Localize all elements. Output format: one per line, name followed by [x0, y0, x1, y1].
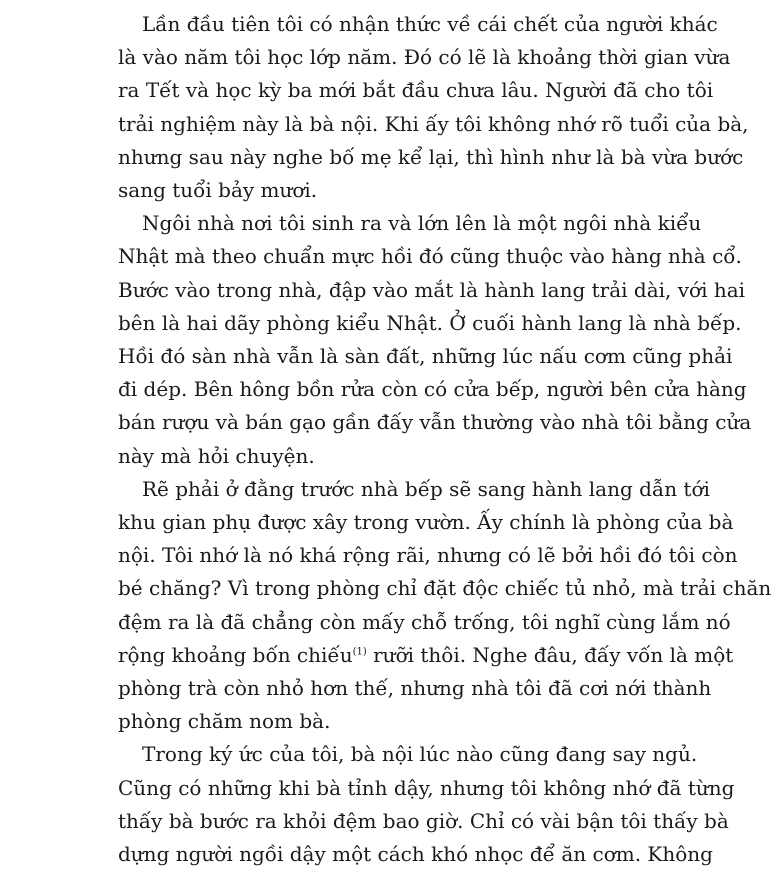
paragraph-1 [118, 8, 749, 207]
text-line-with-footnote [118, 639, 734, 672]
text-line: này mà hỏi chuyện. [118, 443, 315, 468]
footnote-marker: (1) [352, 646, 367, 658]
text-line: bé chăng? Vì trong phòng chỉ đặt độc chiếc tủ nhỏ, mà trải chăn [118, 576, 772, 601]
text-line: Hồi đó sàn nhà vẫn là sàn đất, những lúc nấu cơm cũng phải [118, 344, 733, 369]
text-line: Lần đầu tiên tôi có nhận thức về cái chết của người khác [142, 12, 718, 36]
text-line: Bước vào trong nhà, đập vào mắt là hành lang trải dài, với hai [118, 277, 746, 302]
book-page [118, 8, 772, 867]
paragraph-2 [118, 207, 752, 473]
text-line: nội. Tôi nhớ là nó khá rộng rãi, nhưng có lẽ bởi hồi đó tôi còn [118, 543, 738, 568]
text-line: trải nghiệm này là bà nội. Khi ấy tôi không nhớ rõ tuổi của bà, [118, 111, 749, 136]
text-line: ra Tết và học kỳ ba mới bắt đầu chưa lâu. Người đã cho tôi [118, 78, 714, 103]
text-segment: rưỡi thôi. Nghe đâu, đấy vốn là một [366, 642, 734, 667]
text-line: dựng người ngồi dậy một cách khó nhọc để ăn cơm. Không [118, 842, 713, 867]
text-line: đi dép. Bên hông bồn rửa còn có cửa bếp, người bên cửa hàng [118, 377, 747, 402]
text-line: bên là hai dãy phòng kiểu Nhật. Ở cuối hành lang là nhà bếp. [118, 310, 742, 335]
text-line: đệm ra là đã chẳng còn mấy chỗ trống, tôi nghĩ cùng lắm nó [118, 609, 731, 634]
paragraph-3 [118, 473, 772, 739]
text-line: phòng chăm nom bà. [118, 709, 331, 734]
text-line: Rẽ phải ở đằng trước nhà bếp sẽ sang hành lang dẫn tới [142, 476, 710, 501]
text-segment: rộng khoảng bốn chiếu [118, 642, 353, 667]
text-line: Nhật mà theo chuẩn mực hồi đó cũng thuộc vào hàng nhà cổ. [118, 244, 742, 269]
paragraph-4 [118, 738, 735, 871]
text-line: Cũng có những khi bà tỉnh dậy, nhưng tôi không nhớ đã từng [118, 775, 735, 800]
text-line: phòng trà còn nhỏ hơn thế, nhưng nhà tôi đã cơi nới thành [118, 676, 712, 701]
text-line: thấy bà bước ra khỏi đệm bao giờ. Chỉ có vài bận tôi thấy bà [118, 808, 729, 833]
text-line: Ngôi nhà nơi tôi sinh ra và lớn lên là một ngôi nhà kiểu [142, 211, 702, 236]
text-line: là vào năm tôi học lớp năm. Đó có lẽ là khoảng thời gian vừa [118, 45, 731, 70]
text-line: nhưng sau này nghe bố mẹ kể lại, thì hình như là bà vừa bước [118, 144, 744, 169]
text-line: khu gian phụ được xây trong vườn. Ấy chính là phòng của bà [118, 510, 734, 535]
text-line: Trong ký ức của tôi, bà nội lúc nào cũng đang say ngủ. [142, 742, 698, 767]
text-line: sang tuổi bảy mươi. [118, 178, 318, 203]
text-line: bán rượu và bán gạo gần đấy vẫn thường vào nhà tôi bằng cửa [118, 410, 752, 435]
